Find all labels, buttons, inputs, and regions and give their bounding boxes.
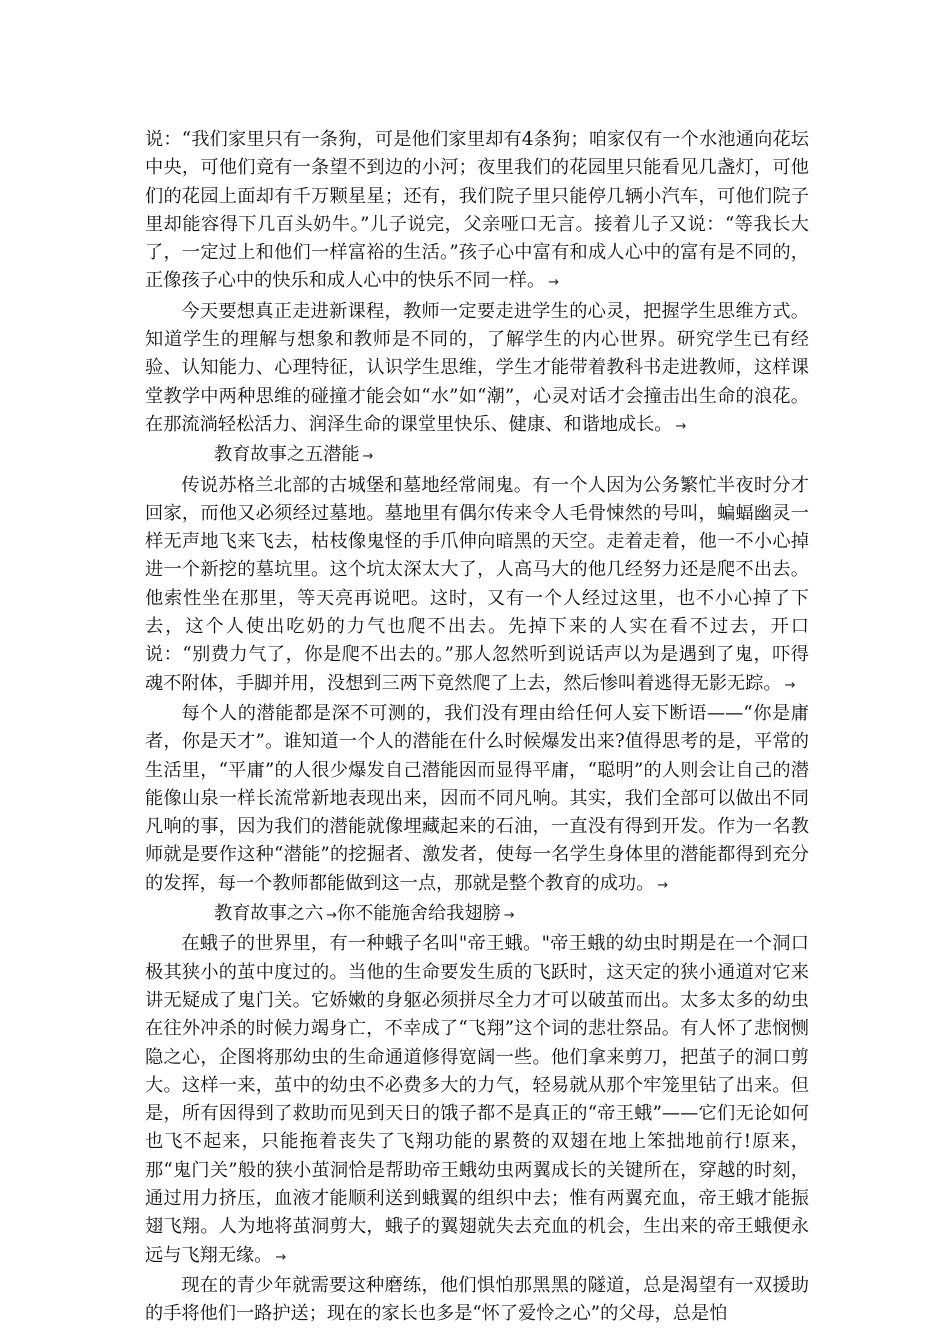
section-heading-5	[145, 441, 809, 471]
paragraph-3-text: 传说苏格兰北部的古城堡和墓地经常闹鬼。有一个人因为公务繁忙半夜时分才回家，而他又必须经过墓地。墓地里有偶尔传来令人毛骨悚然的号叫，蝙蝠幽灵一样无声地飞来飞去，枯枝像鬼怪的手爪伸向暗黑的天空。走着走着，他一不小心掉进一个新挖的墓坑里。这个坑太深太大了，人高马大的他几经努力还是爬不出去。他索性坐在那里，等天亮再说吧。这时，又有一个人经过这里，也不小心掉了下去，这个人使出吃奶的力气也爬不出去。先掉下来的人实在看不过去，开口说：“别费力气了，你是爬不出去的。”那人忽然听到说话声以为是遇到了鬼，吓得魂不附体，手脚并用，没想到三两下竟然爬了上去，然后惨叫着逃得无影无踪。	[145, 474, 809, 694]
paragraph-mark-icon: →	[675, 418, 687, 434]
paragraph-mark-icon: →	[275, 1249, 287, 1265]
paragraph-mark-icon: →	[548, 275, 560, 291]
paragraph-1-text: 说：“我们家里只有一条狗，可是他们家里却有4条狗；咱家仅有一个水池通向花坛中央，可他们竟有一条望不到边的小河；夜里我们的花园里只能看见几盏灯，可他们的花园上面却有千万颗星星；还有，我们院子里只能停几辆小汽车，可他们院子里却能容得下几百头奶牛。”儿子说完，父亲哑口无言。接着儿子又说：“等我长大了，一定过上和他们一样富裕的生活。”孩子心中富有和成人心中的富有是不同的，正像孩子心中的快乐和成人心中的快乐不同一样。	[145, 129, 809, 292]
document-page	[145, 126, 809, 1328]
paragraph-6-text: 现在的青少年就需要这种磨练，他们惧怕那黑黑的隧道，总是渴望有一双援助的手将他们一路护送；现在的家长也多是“怀了爱怜之心”的父母，总是怕	[145, 1274, 809, 1325]
paragraph-mark-icon: →	[503, 908, 515, 924]
section-heading-6-subtitle: 你不能施舍给我翅膀	[337, 903, 501, 925]
paragraph-mark-icon: →	[326, 908, 338, 924]
paragraph-6	[145, 1272, 809, 1329]
section-heading-6-text: 教育故事之六	[214, 903, 324, 925]
paragraph-2-text: 今天要想真正走进新课程，教师一定要走进学生的心灵，把握学生思维方式。知道学生的理解与想象和教师是不同的，了解学生的内心世界。研究学生已有经验、认知能力、心理特征，认识学生思维，学生才能带着教科书走进教师，这样课堂教学中两种思维的碰撞才能会如“水”如“潮”，心灵对话才会撞击出生命的浪花。在那流淌轻松活力、润泽生命的课堂里快乐、健康、和谐地成长。	[145, 300, 809, 435]
paragraph-4-text: 每个人的潜能都是深不可测的，我们没有理由给任何人妄下断语——“你是庸者，你是天才”。谁知道一个人的潜能在什么时候爆发出来?值得思考的是，平常的生活里，“平庸”的人很少爆发自己潜能因而显得平庸，“聪明”的人则会让自己的潜能像山泉一样长流常新地表现出来，因而不同凡响。其实，我们全部可以做出不同凡响的事，因为我们的潜能就像埋藏起来的石油，一直没有得到开发。作为一名教师就是要作这种“潜能”的挖掘者、激发者，使每一名学生身体里的潜能都得到充分的发挥，每一个教师都能做到这一点，那就是整个教育的成功。	[145, 702, 809, 894]
paragraph-1	[145, 126, 809, 298]
paragraph-mark-icon: →	[657, 877, 669, 893]
paragraph-mark-icon: →	[784, 677, 796, 693]
paragraph-4	[145, 700, 809, 900]
section-heading-6	[145, 900, 809, 930]
paragraph-3	[145, 472, 809, 700]
paragraph-5	[145, 930, 809, 1272]
paragraph-mark-icon: →	[362, 449, 374, 465]
paragraph-2	[145, 298, 809, 441]
paragraph-5-text: 在蛾子的世界里，有一种蛾子名叫"帝王蛾。"帝王蛾的幼虫时期是在一个洞口极其狭小的茧中度过的。当他的生命要发生质的飞跃时，这天定的狭小通道对它来讲无疑成了鬼门关。它娇嫩的身躯必须拼尽全力才可以破茧而出。太多太多的幼虫在往外冲杀的时候力竭身亡，不幸成了“飞翔”这个词的悲壮祭品。有人怀了悲悯恻隐之心，企图将那幼虫的生命通道修得宽阔一些。他们拿来剪刀，把茧子的洞口剪大。这样一来，茧中的幼虫不必费多大的力气，轻易就从那个牢笼里钻了出来。但是，所有因得到了救助而见到天日的饿子都不是真正的“帝王蛾”——它们无论如何也飞不起来，只能拖着丧失了飞翔功能的累赘的双翅在地上笨拙地前行!原来，那“鬼门关”般的狭小茧洞恰是帮助帝王蛾幼虫两翼成长的关键所在，穿越的时刻，通过用力挤压，血液才能顺利送到蛾翼的组织中去；惟有两翼充血，帝王蛾才能振翅飞翔。人为地将茧洞剪大，蛾子的翼翅就失去充血的机会，生出来的帝王蛾便永远与飞翔无缘。	[145, 933, 809, 1266]
section-heading-5-text: 教育故事之五潜能	[214, 444, 360, 466]
